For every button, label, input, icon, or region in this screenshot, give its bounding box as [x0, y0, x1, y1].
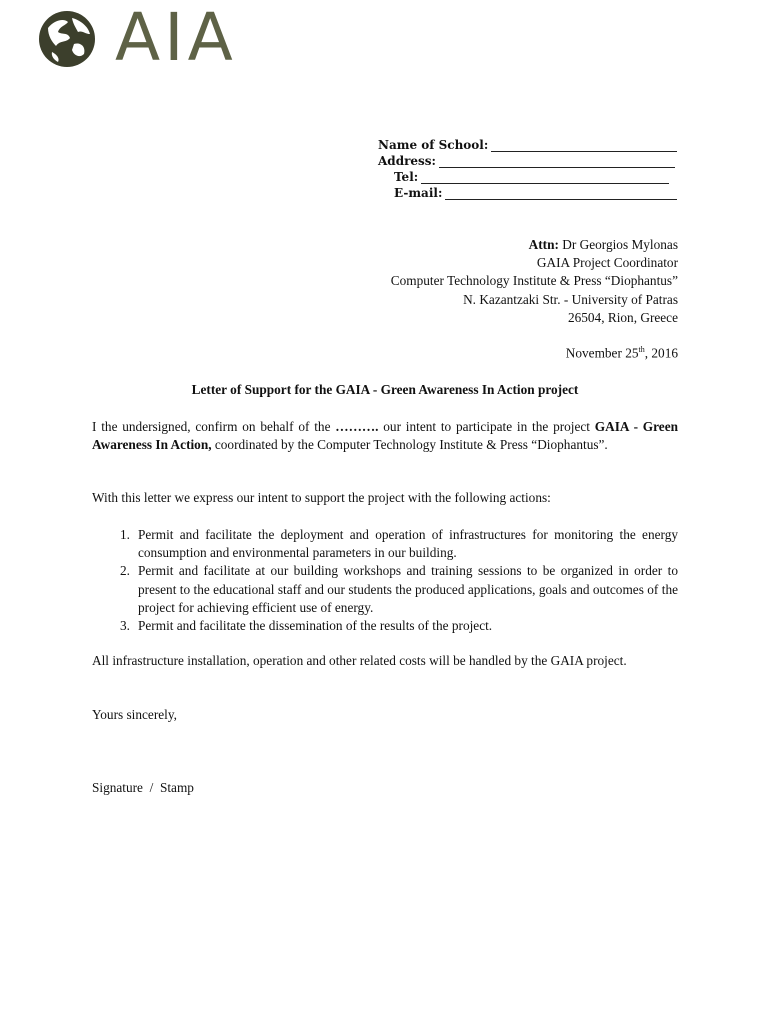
actions-intro: With this letter we express our intent to support the project with the following actions:: [92, 490, 551, 505]
recipient-city: 26504, Rion, Greece: [567, 309, 678, 325]
tel-row: [378, 168, 678, 184]
school-name-row: [378, 136, 678, 152]
list-item-text: Permit and facilitate at our building workshops and training sessions to be organized in order to present to the educational staff and our students the produced applications, goals and outcomes of the project for achieving efficient use of energy.: [138, 563, 678, 615]
tel-label: Tel:: [394, 170, 419, 184]
list-item-number: 3.: [120, 618, 130, 634]
recipient-org: Computer Technology Institute & Press “Diophantus”: [390, 273, 678, 289]
project-name: GAIA - Green Awareness In Action,: [92, 419, 679, 453]
list-item: [92, 526, 678, 562]
email-label: E-mail:: [394, 186, 443, 200]
costs-paragraph: All infrastructure installation, operation and other related costs will be handled by the GAIA project.: [92, 653, 627, 668]
list-item-number: 2.: [120, 563, 130, 579]
address-label: Address:: [378, 154, 436, 168]
list-item: [92, 617, 678, 635]
list-item-text: Permit and facilitate the dissemination of the results of the project.: [138, 618, 493, 634]
organization-placeholder: ……….: [335, 419, 379, 434]
list-item: [92, 562, 678, 617]
signature-stamp: Signature / Stamp: [92, 780, 194, 795]
recipient-title: GAIA Project Coordinator: [536, 255, 678, 271]
school-name-label: Name of School:: [378, 138, 489, 152]
gaia-logo: [38, 0, 248, 76]
list-item-number: 1.: [120, 527, 130, 542]
school-fields: [378, 136, 678, 200]
attn-label: Attn:: [528, 237, 559, 252]
recipient-block: [258, 236, 678, 327]
email-line[interactable]: [445, 188, 677, 200]
globe-icon: [38, 10, 96, 68]
list-item-text: Permit and facilitate the deployment and operation of infrastructures for monitoring the energy consumption and environmental parameters in our building.: [138, 527, 678, 561]
tel-line[interactable]: [421, 172, 669, 184]
address-line[interactable]: [439, 156, 675, 168]
letter-date: November 25th, 2016: [565, 345, 678, 361]
letter-subject: Letter of Support for the GAIA - Green Awareness In Action project: [191, 382, 579, 397]
recipient-name-line: [258, 236, 678, 254]
closing: Yours sincerely,: [92, 707, 177, 722]
actions-list: [92, 526, 678, 635]
recipient-name: Dr Georgios Mylonas: [562, 237, 678, 252]
recipient-street: N. Kazantzaki Str. - University of Patras: [463, 291, 678, 307]
school-name-line[interactable]: [491, 140, 677, 152]
logo-text: AIA: [90, 0, 237, 76]
address-row: [378, 152, 678, 168]
email-row: [378, 184, 678, 200]
intro-paragraph: I the undersigned, confirm on behalf of the ………. our intent to participate in the project GAIA - Green Awareness In Action, coordinated by the Computer Technology Institute & Press “Diophantus”.: [92, 419, 679, 453]
